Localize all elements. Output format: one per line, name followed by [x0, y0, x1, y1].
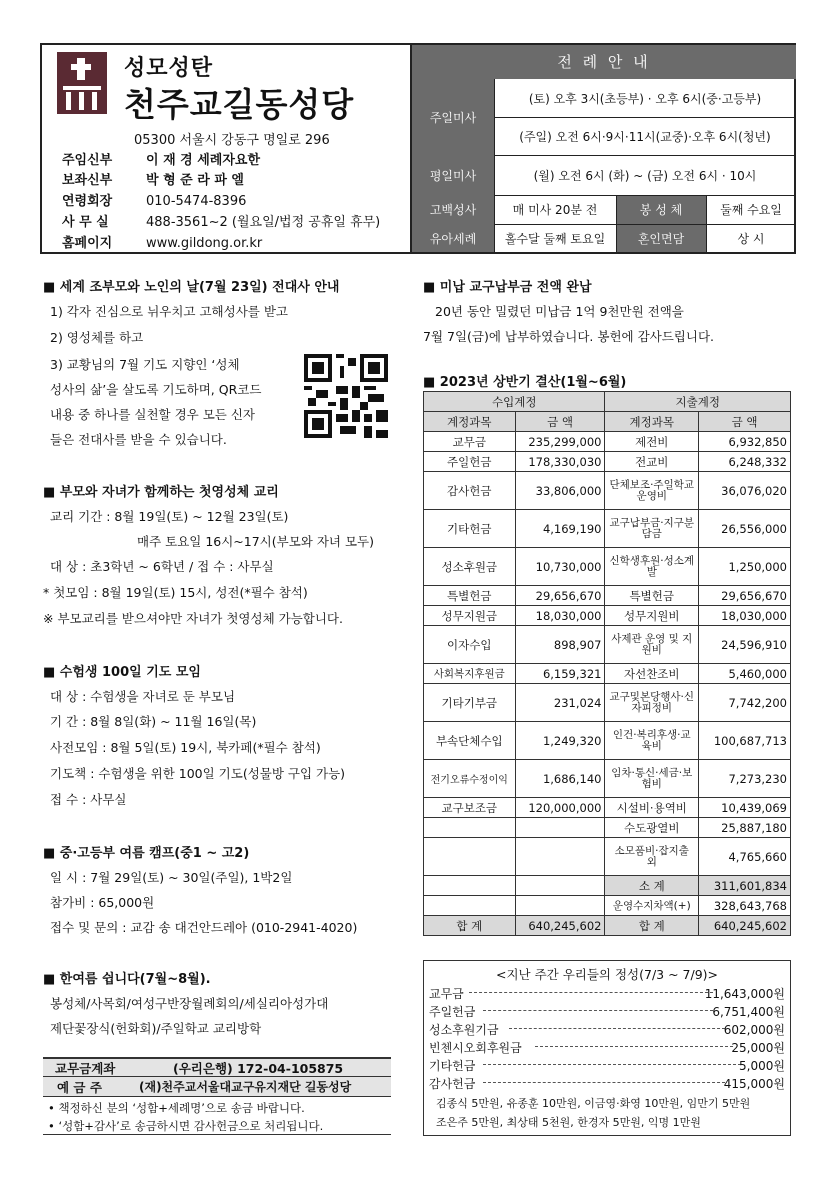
- info-row-pastor: 주임신부 이 재 경 세례자요한: [62, 153, 261, 168]
- section-arrears-title: ■ 미납 교구납부금 전액 완납: [423, 280, 592, 295]
- donation-account-box: [43, 1057, 391, 1135]
- indulgence-line: 1) 각자 진심으로 뉘우치고 고해성사를 받고: [50, 304, 288, 319]
- table-row-surplus: 운영수지차액(+) 328,643,768: [424, 896, 791, 916]
- qr-code-icon[interactable]: [304, 354, 388, 438]
- table-row: 기타헌금 4,169,190 교구납부금·지구분담금 26,556,000: [424, 510, 791, 548]
- weekly-offerings-box: [423, 960, 791, 1136]
- service-guide-panel: [412, 45, 796, 252]
- sunday-mass-sunday: (주일) 오전 6시·9시·11시(교중)·오후 6시(청년): [519, 129, 771, 144]
- income-header: 수입계정: [424, 392, 605, 412]
- section-indulgence-title: ■ 세계 조부모와 노인의 날(7월 23일) 전대사 안내: [43, 280, 340, 295]
- weekday-mass-value: (월) 오전 6시 (화) ~ (금) 오전 6시 · 10시: [533, 168, 757, 183]
- anointing-value: 둘째 수요일: [720, 203, 782, 217]
- communion-line: 매주 토요일 16시~17시(부모와 자녀 모두): [137, 534, 374, 549]
- table-row: 사회복지후원금 6,159,321 자선찬조비 5,460,000: [424, 664, 791, 684]
- table-row: 부속단체수입 1,249,320 인건·복리후생·교육비 100,687,713: [424, 722, 791, 760]
- table-row-total: 합 계 640,245,602 합 계 640,245,602: [424, 916, 791, 936]
- expense-header: 지출계정: [605, 392, 791, 412]
- info-row-funeral: 연령회장 010-5474-8396: [62, 194, 247, 209]
- church-subtitle: 성모성탄: [124, 56, 214, 81]
- weekly-donors: 조은주 5만원, 최상태 5천원, 한경자 5만원, 익명 1만원: [436, 1116, 701, 1129]
- table-row: 기타기부금 231,024 교구및본당행사·신자피정비 7,742,200: [424, 684, 791, 722]
- weekly-row: 교무금 11,643,000원: [429, 987, 785, 1001]
- table-row: 전기오류수정이익 1,686,140 임차·통신·세금·보험비 7,273,230: [424, 760, 791, 798]
- section-settlement-title: ■ 2023년 상반기 결산(1월~6월): [423, 375, 627, 390]
- col-item: 계정과목: [605, 412, 699, 432]
- summer-camp-line: 일 시 : 7월 29일(토) ~ 30일(주일), 1박2일: [50, 870, 293, 885]
- holder-label: 예 금 주: [57, 1080, 102, 1095]
- service-guide-title: 전 례 안 내: [412, 45, 796, 79]
- communion-line: ※ 부모교리를 받으셔야만 자녀가 첫영성체 가능합니다.: [43, 611, 343, 626]
- table-row: 주일헌금 178,330,030 전교비 6,248,332: [424, 452, 791, 472]
- section-exam-prayer-title: ■ 수험생 100일 기도 모임: [43, 665, 201, 680]
- weekly-row: 빈첸시오회후원금 25,000원: [429, 1041, 785, 1055]
- table-row-subtotal: 소 계 311,601,834: [424, 876, 791, 896]
- communion-line: 대 상 : 초3학년 ~ 6학년 / 접 수 : 사무실: [50, 559, 274, 574]
- communion-line: 교리 기간 : 8월 19일(토) ~ 12월 23일(토): [50, 509, 289, 524]
- marriage-label: 혼인면담: [616, 224, 706, 252]
- arrears-line: 20년 동안 밀렸던 미납금 1억 9천만원 전액을: [435, 304, 684, 319]
- weekly-row: 주일헌금 6,751,400원: [429, 1005, 785, 1019]
- account-note: • ‘성함+감사’로 송금하시면 감사헌금으로 처리됩니다.: [48, 1119, 324, 1133]
- account-number[interactable]: (우리은행) 172-04-105875: [173, 1061, 344, 1076]
- sunday-mass-saturday: (토) 오후 3시(초등부) · 오후 6시(중·고등부): [528, 91, 762, 106]
- account-label: 교무금계좌: [55, 1061, 116, 1076]
- weekly-row: 감사헌금 415,000원: [429, 1077, 785, 1091]
- account-holder: (재)천주교서울대교구유지재단 길동성당: [139, 1080, 352, 1094]
- info-row-assistant: 보좌신부 박 형 준 라 파 엘: [62, 173, 244, 188]
- settlement-table: [423, 391, 791, 936]
- church-logo-icon: [57, 52, 107, 114]
- baptism-label: 유아세례: [412, 224, 494, 252]
- table-row: 감사헌금 33,806,000 단체보조·주일학교운영비 36,076,020: [424, 472, 791, 510]
- communion-line: * 첫모임 : 8월 19일(토) 15시, 성전(*필수 참석): [43, 585, 308, 600]
- info-row-office: 사 무 실 488-3561~2 (월요일/법정 공휴일 휴무): [62, 215, 381, 230]
- table-row: 교무금 235,299,000 제전비 6,932,850: [424, 432, 791, 452]
- indulgence-line: 3) 교황님의 7월 기도 지향인 ‘성체: [50, 357, 240, 372]
- arrears-line: 7월 7일(금)에 납부하였습니다. 봉헌에 감사드립니다.: [423, 329, 715, 344]
- anointing-label: 봉 성 체: [616, 195, 706, 224]
- weekly-title: <지난 주간 우리들의 정성(7/3 ~ 7/9)>: [495, 967, 719, 982]
- weekly-row: 성소후원기금 602,000원: [429, 1023, 785, 1037]
- marriage-value: 상 시: [737, 231, 765, 246]
- exam-prayer-line: 대 상 : 수험생을 자녀로 둔 부모님: [50, 689, 236, 704]
- section-first-communion-title: ■ 부모와 자녀가 함께하는 첫영성체 교리: [43, 485, 279, 500]
- summer-break-line: 제단꽃장식(헌화회)/주일학교 교리방학: [50, 1021, 262, 1036]
- table-row: 특별헌금 29,656,670 특별헌금 29,656,670: [424, 586, 791, 606]
- weekly-row: 기타헌금 5,000원: [429, 1059, 785, 1073]
- confession-label: 고백성사: [412, 195, 494, 224]
- section-summer-break-title: ■ 한여름 쉽니다(7월~8월).: [43, 972, 211, 987]
- table-row: 교구보조금 120,000,000 시설비·용역비 10,439,069: [424, 798, 791, 818]
- weekday-mass-label: 평일미사: [412, 155, 494, 195]
- church-info-panel: [42, 45, 412, 252]
- info-row-homepage: 홈페이지 www.gildong.or.kr: [62, 236, 263, 251]
- table-row: 소모품비·잡지출 외 4,765,660: [424, 838, 791, 876]
- col-item: 계정과목: [424, 412, 516, 432]
- church-name: 천주교길동성당: [124, 85, 355, 124]
- bulletin-header: [40, 43, 796, 254]
- indulgence-line: 내용 중 하나를 실천할 경우 모든 신자: [50, 407, 255, 422]
- church-address: 05300 서울시 강동구 명일로 296: [134, 133, 330, 148]
- indulgence-line: 성사의 삶’을 살도록 기도하며, QR코드: [50, 382, 262, 397]
- table-row: 이자수입 898,907 사제관 운영 및 지원비 24,596,910: [424, 626, 791, 664]
- weekly-donors: 김종식 5만원, 유종훈 10만원, 이금영·화영 10만원, 임만기 5만원: [436, 1097, 751, 1110]
- summer-camp-line: 접수 및 문의 : 교감 송 대건안드레아 (010-2941-4020): [50, 920, 358, 935]
- exam-prayer-line: 접 수 : 사무실: [50, 792, 127, 807]
- section-summer-camp-title: ■ 중·고등부 여름 캠프(중1 ~ 고2): [43, 846, 250, 861]
- exam-prayer-line: 기 간 : 8월 8일(화) ~ 11월 16일(목): [50, 714, 257, 729]
- account-note: • 책정하신 분의 ‘성함+세례명’으로 송금 바랍니다.: [48, 1101, 305, 1115]
- indulgence-line: 들은 전대사를 받을 수 있습니다.: [50, 432, 227, 447]
- table-row: 성무지원금 18,030,000 성무지원비 18,030,000: [424, 606, 791, 626]
- table-row: 수도광열비 25,887,180: [424, 818, 791, 838]
- col-amount: 금 액: [699, 412, 791, 432]
- confession-value: 매 미사 20분 전: [512, 203, 598, 217]
- table-row: 성소후원금 10,730,000 신학생후원·성소계발 1,250,000: [424, 548, 791, 586]
- baptism-value: 홀수달 둘째 토요일: [504, 231, 606, 246]
- homepage-link[interactable]: www.gildong.or.kr: [146, 236, 263, 251]
- sunday-mass-label: 주일미사: [412, 79, 494, 155]
- exam-prayer-line: 기도책 : 수험생을 위한 100일 기도(성물방 구입 가능): [50, 766, 346, 781]
- summer-camp-line: 참가비 : 65,000원: [50, 895, 155, 910]
- indulgence-line: 2) 영성체를 하고: [50, 330, 144, 345]
- col-amount: 금 액: [515, 412, 605, 432]
- summer-break-line: 봉성체/사목회/여성구반장월례회의/세실리아성가대: [50, 996, 329, 1011]
- exam-prayer-line: 사전모임 : 8월 5일(토) 19시, 북카페(*필수 참석): [50, 740, 321, 755]
